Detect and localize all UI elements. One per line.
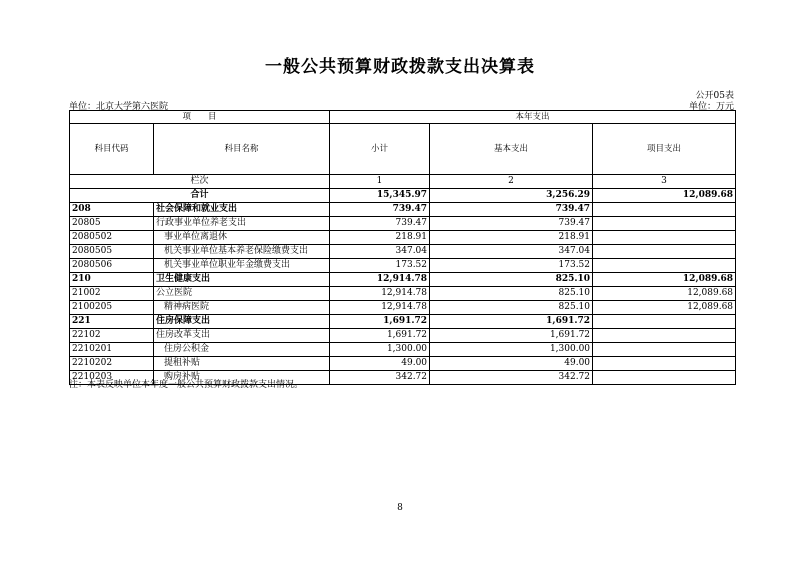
total-subtotal: 15,345.97	[330, 189, 430, 203]
table-row	[70, 273, 736, 287]
basic-header: 基本支出	[430, 124, 593, 175]
column-order-3: 3	[593, 175, 736, 189]
basic-cell: 739.47	[430, 217, 593, 231]
project-cell	[593, 231, 736, 245]
table-note: 注：本表反映单位本年度一般公共预算财政拨款支出情况。	[69, 380, 304, 390]
basic-cell: 825.10	[430, 301, 593, 315]
account-name: 住房公积金	[154, 343, 330, 357]
account-code: 2100205	[70, 301, 154, 315]
table-row	[70, 343, 736, 357]
account-name: 机关事业单位基本养老保险缴费支出	[154, 245, 330, 259]
page-number: 8	[397, 503, 403, 513]
subtotal-cell: 1,691.72	[330, 315, 430, 329]
account-code: 210	[70, 273, 154, 287]
table-row	[70, 231, 736, 245]
account-code: 20805	[70, 217, 154, 231]
subtotal-header: 小计	[330, 124, 430, 175]
subtotal-cell: 49.00	[330, 357, 430, 371]
subtotal-cell: 347.04	[330, 245, 430, 259]
account-code: 2210201	[70, 343, 154, 357]
project-cell	[593, 343, 736, 357]
subtotal-cell: 1,691.72	[330, 329, 430, 343]
account-code: 22102	[70, 329, 154, 343]
account-name: 住房保障支出	[154, 315, 330, 329]
item-header: 项 目	[70, 111, 330, 124]
project-cell	[593, 315, 736, 329]
account-code: 2080502	[70, 231, 154, 245]
subtotal-cell: 739.47	[330, 203, 430, 217]
basic-cell: 1,691.72	[430, 329, 593, 343]
account-code: 2080505	[70, 245, 154, 259]
form-number: 公开05表	[695, 91, 734, 101]
project-cell	[593, 357, 736, 371]
column-order-row	[70, 175, 736, 189]
account-name: 行政事业单位养老支出	[154, 217, 330, 231]
column-order-2: 2	[430, 175, 593, 189]
account-name: 机关事业单位职业年金缴费支出	[154, 259, 330, 273]
basic-cell: 173.52	[430, 259, 593, 273]
project-cell	[593, 203, 736, 217]
column-order-1: 1	[330, 175, 430, 189]
subtotal-cell: 12,914.78	[330, 287, 430, 301]
basic-cell: 825.10	[430, 287, 593, 301]
table-row	[70, 315, 736, 329]
header-row-1	[70, 111, 736, 124]
total-project: 12,089.68	[593, 189, 736, 203]
currency-unit: 单位：万元	[688, 102, 734, 112]
basic-cell: 347.04	[430, 245, 593, 259]
code-header: 科目代码	[70, 124, 154, 175]
total-row	[70, 189, 736, 203]
project-cell	[593, 217, 736, 231]
account-name: 社会保障和就业支出	[154, 203, 330, 217]
account-code: 208	[70, 203, 154, 217]
subtotal-cell: 218.91	[330, 231, 430, 245]
account-name: 住房改革支出	[154, 329, 330, 343]
unit-name: 单位：北京大学第六医院	[69, 102, 169, 112]
table-row	[70, 329, 736, 343]
basic-cell: 218.91	[430, 231, 593, 245]
basic-cell: 1,691.72	[430, 315, 593, 329]
project-cell	[593, 245, 736, 259]
expenditure-table	[69, 110, 736, 385]
subtotal-cell: 739.47	[330, 217, 430, 231]
header-row-2	[70, 124, 736, 175]
account-code: 2080506	[70, 259, 154, 273]
project-cell: 12,089.68	[593, 273, 736, 287]
project-header: 项目支出	[593, 124, 736, 175]
account-name: 购房补贴	[154, 371, 330, 385]
basic-cell: 825.10	[430, 273, 593, 287]
table-row	[70, 259, 736, 273]
table-row	[70, 357, 736, 371]
table-row	[70, 203, 736, 217]
account-name: 卫生健康支出	[154, 273, 330, 287]
basic-cell: 739.47	[430, 203, 593, 217]
account-code: 2210202	[70, 357, 154, 371]
table-row	[70, 245, 736, 259]
project-cell	[593, 259, 736, 273]
account-name: 公立医院	[154, 287, 330, 301]
total-basic: 3,256.29	[430, 189, 593, 203]
table-row	[70, 301, 736, 315]
account-code: 221	[70, 315, 154, 329]
project-cell: 12,089.68	[593, 287, 736, 301]
subtotal-cell: 12,914.78	[330, 301, 430, 315]
account-code: 2210203	[70, 371, 154, 385]
basic-cell: 49.00	[430, 357, 593, 371]
project-cell: 12,089.68	[593, 301, 736, 315]
table-row	[70, 287, 736, 301]
current-year-header: 本年支出	[330, 111, 736, 124]
account-name: 提租补贴	[154, 357, 330, 371]
table-row	[70, 217, 736, 231]
subtotal-cell: 1,300.00	[330, 343, 430, 357]
project-cell	[593, 371, 736, 385]
subtotal-cell: 342.72	[330, 371, 430, 385]
account-code: 21002	[70, 287, 154, 301]
page-title: 一般公共预算财政拨款支出决算表	[265, 57, 535, 77]
basic-cell: 1,300.00	[430, 343, 593, 357]
project-cell	[593, 329, 736, 343]
total-label: 合计	[70, 189, 330, 203]
column-order-label: 栏次	[70, 175, 330, 189]
name-header: 科目名称	[154, 124, 330, 175]
account-name: 精神病医院	[154, 301, 330, 315]
basic-cell: 342.72	[430, 371, 593, 385]
account-name: 事业单位离退休	[154, 231, 330, 245]
subtotal-cell: 173.52	[330, 259, 430, 273]
subtotal-cell: 12,914.78	[330, 273, 430, 287]
